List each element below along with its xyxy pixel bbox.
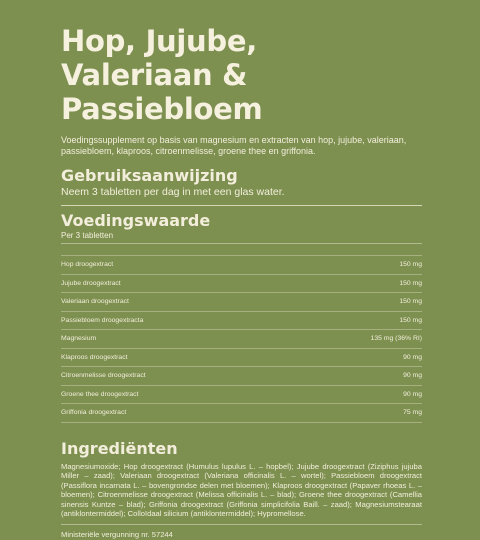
nutrient-name: Passiebloem droogextracta <box>61 316 144 324</box>
table-row <box>61 367 422 386</box>
nutrient-name: Hop droogextract <box>61 261 114 269</box>
usage-heading: Gebruiksaanwijzing <box>61 166 238 185</box>
title-line-2: Valeriaan & Passiebloem <box>61 58 263 126</box>
usage-text: Neem 3 tabletten per dag in met een glas water. <box>61 186 285 198</box>
nutrient-name: Groene thee droogextract <box>61 390 139 398</box>
table-row <box>61 386 422 405</box>
nutrient-name: Magnesium <box>61 335 97 343</box>
nutrient-name: Griffonia droogextract <box>61 409 127 417</box>
nutrient-amount: 135 mg (36% RI) <box>370 335 422 343</box>
nutrition-table <box>61 255 422 423</box>
product-description: Voedingssupplement op basis van magnesium en extracten van hop, jujube, valeriaan, passiebloem, klaproos, citroenmelisse, groene thee en griffonia. <box>61 135 407 156</box>
table-row <box>61 349 422 368</box>
divider <box>61 524 422 525</box>
nutrient-amount: 75 mg <box>403 409 422 417</box>
table-row <box>61 312 422 331</box>
nutrient-amount: 90 mg <box>403 372 422 380</box>
table-row <box>61 330 422 349</box>
nutrition-heading: Voedingswaarde <box>61 211 211 230</box>
title-line-1: Hop, Jujube, <box>61 24 257 58</box>
nutrient-name: Valeriaan droogextract <box>61 298 129 306</box>
ingredients-text: Magnesiumoxide; Hop droogextract (Humulus lupulus L. – hopbel); Jujube droogextract (Ziziphus jujuba Miller – zaad); Valeriaan droogextract (Valeriana officinalis L. – wortel); Passiebloem droogextract (Passiflora incarnata L. – bovengrondse delen met bloemen); Klaproos droogextract (Papaver rhoeas L. – bloemen); Citroenmelisse droogextract (Melissa officinalis L. – blad); Groene thee droogextract (Camellia sinensis Kuntze – blad); Griffonia droogextract (Griffonia simplicifolia Baill. – zaad); Magnesiumstearaat (antiklontermiddel); Colloïdaal silicium (antiklontermiddel); Hypromellose. <box>61 461 422 519</box>
table-row <box>61 404 422 423</box>
nutrient-name: Jujube droogextract <box>61 279 121 287</box>
divider <box>61 243 422 244</box>
nutrient-amount: 150 mg <box>399 261 422 269</box>
registration-number: Ministeriële vergunning nr. 57244 <box>61 530 173 540</box>
nutrient-amount: 150 mg <box>399 298 422 306</box>
product-title <box>61 24 422 126</box>
divider <box>61 205 422 206</box>
nutrient-name: Klaproos droogextract <box>61 353 128 361</box>
nutrition-per-serving: Per 3 tabletten <box>61 231 114 240</box>
nutrient-amount: 90 mg <box>403 353 422 361</box>
label-panel <box>61 24 422 540</box>
table-row <box>61 255 422 275</box>
nutrient-name: Citroenmelisse droogextract <box>61 372 146 380</box>
ingredients-heading: Ingrediënten <box>61 438 178 458</box>
nutrient-amount: 150 mg <box>399 316 422 324</box>
table-row <box>61 293 422 312</box>
nutrient-amount: 90 mg <box>403 390 422 398</box>
table-row <box>61 275 422 294</box>
nutrient-amount: 150 mg <box>399 279 422 287</box>
